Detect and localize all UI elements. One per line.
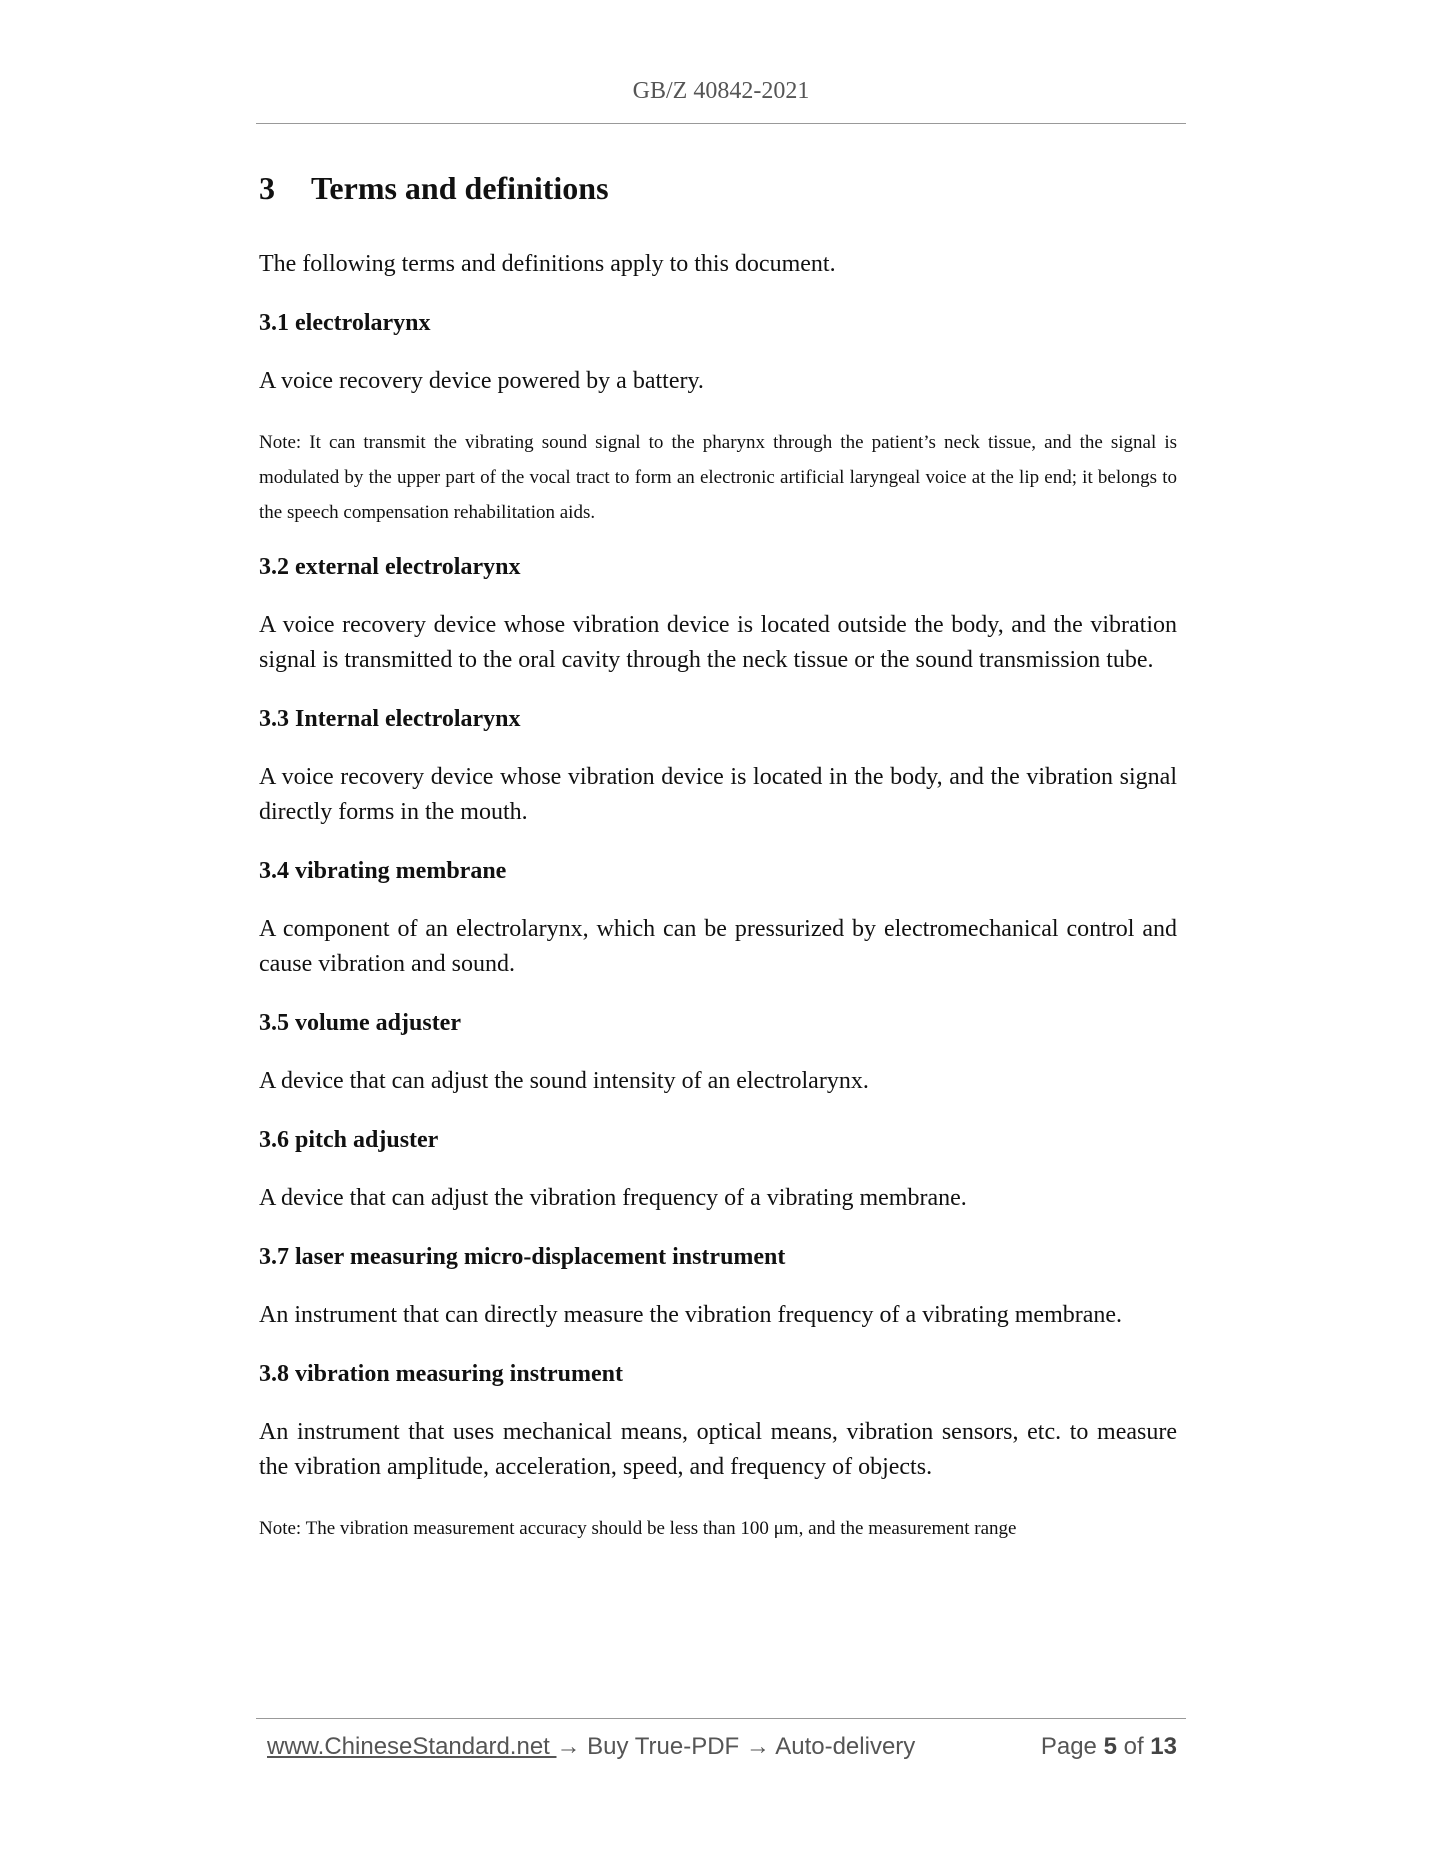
term-note-3-1: Note: It can transmit the vibrating sound signal to the pharynx through the patient’s neck tissue, and the signal is modulated by the upper part of the vocal tract to form an electronic artificial laryngeal voice at the lip end; it belongs to the speech compensation rehabilitation aids. bbox=[259, 432, 1177, 523]
term-definition-3-2: A voice recovery device whose vibration device is located outside the body, and the vibration signal is transmitted to the oral cavity through the neck tissue or the sound transmission tube. bbox=[259, 612, 1177, 673]
footer-divider bbox=[256, 1718, 1186, 1719]
arrow-right-icon: → bbox=[556, 1733, 581, 1760]
page-footer bbox=[267, 1733, 1177, 1761]
header-divider bbox=[256, 123, 1186, 124]
page-indicator bbox=[1041, 1733, 1177, 1761]
term-definition-3-1: A voice recovery device powered by a battery. bbox=[259, 368, 704, 394]
term-definition-3-5: A device that can adjust the sound intensity of an electrolarynx. bbox=[259, 1068, 869, 1094]
document-body bbox=[259, 170, 1177, 1568]
term-heading-3-4: 3.4 vibrating membrane bbox=[259, 858, 507, 884]
term-heading-3-1: 3.1 electrolarynx bbox=[259, 310, 431, 336]
term-heading-3-6: 3.6 pitch adjuster bbox=[259, 1127, 439, 1153]
section-title: Terms and definitions bbox=[311, 170, 609, 206]
term-definition-3-4: A component of an electrolarynx, which can be pressurized by electromechanical control and cause vibration and sound. bbox=[259, 916, 1177, 977]
auto-delivery-text: Auto-delivery bbox=[769, 1733, 916, 1760]
page-current: 5 bbox=[1103, 1733, 1117, 1760]
page-total: 13 bbox=[1150, 1733, 1177, 1760]
term-heading-3-3: 3.3 Internal electrolarynx bbox=[259, 706, 521, 732]
term-heading-3-2: 3.2 external electrolarynx bbox=[259, 554, 521, 580]
term-note-3-8: Note: The vibration measurement accuracy should be less than 100 μm, and the measurement range bbox=[259, 1518, 1017, 1539]
document-id-header: GB/Z 40842-2021 bbox=[632, 78, 810, 104]
section-number: 3 bbox=[259, 170, 275, 206]
section-heading bbox=[259, 170, 1177, 207]
term-definition-3-7: An instrument that can directly measure the vibration frequency of a vibrating membrane. bbox=[259, 1302, 1123, 1328]
term-definition-3-8: An instrument that uses mechanical means, optical means, vibration sensors, etc. to measure the vibration amplitude, acceleration, speed, and frequency of objects. bbox=[259, 1419, 1177, 1480]
term-definition-3-6: A device that can adjust the vibration frequency of a vibrating membrane. bbox=[259, 1185, 967, 1211]
intro-paragraph: The following terms and definitions apply to this document. bbox=[259, 251, 836, 277]
term-heading-3-8: 3.8 vibration measuring instrument bbox=[259, 1361, 624, 1387]
page-label: Page bbox=[1040, 1733, 1097, 1760]
term-heading-3-5: 3.5 volume adjuster bbox=[259, 1010, 461, 1036]
term-definition-3-3: A voice recovery device whose vibration device is located in the body, and the vibration signal directly forms in the mouth. bbox=[259, 764, 1177, 825]
arrow-right-icon: → bbox=[745, 1733, 770, 1760]
term-heading-3-7: 3.7 laser measuring micro-displacement instrument bbox=[259, 1244, 786, 1270]
website-link[interactable]: www.ChineseStandard.net bbox=[267, 1733, 557, 1760]
buy-true-pdf-text: Buy True-PDF bbox=[580, 1733, 746, 1760]
page-of: of bbox=[1123, 1733, 1144, 1760]
